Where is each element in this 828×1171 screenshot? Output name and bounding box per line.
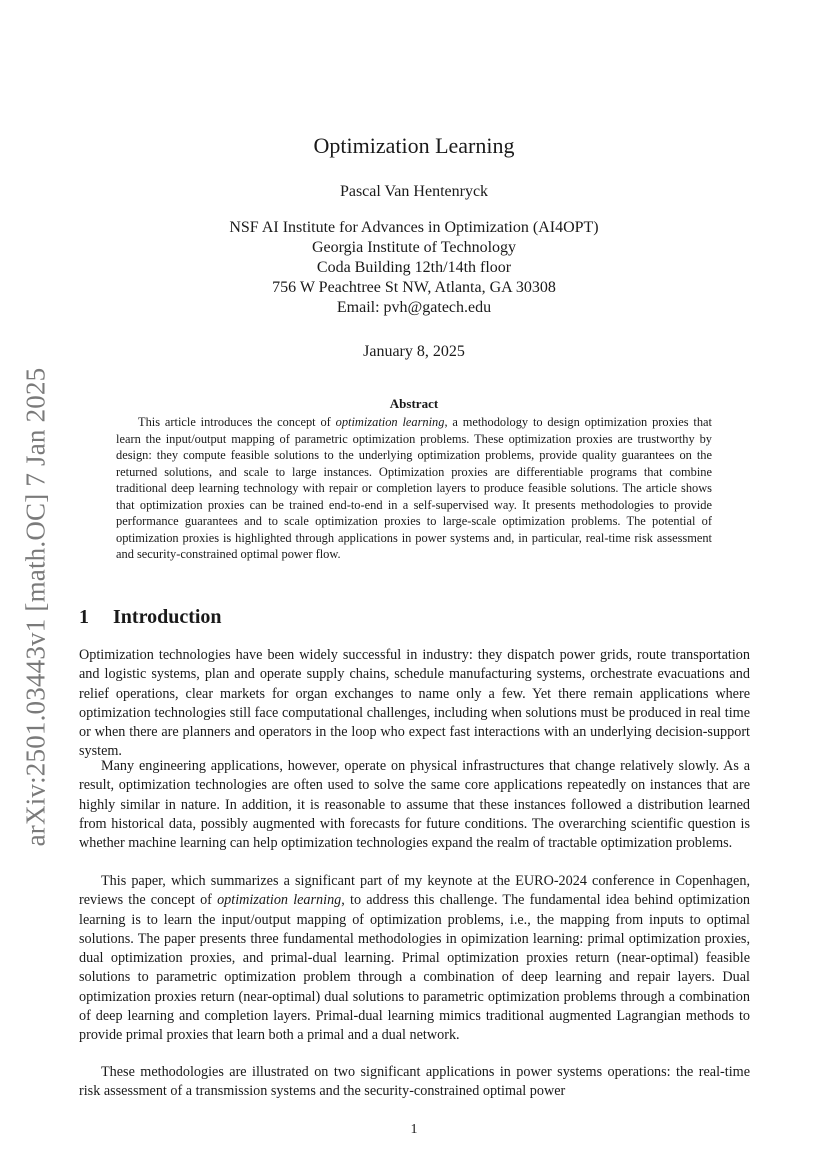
abstract-heading: Abstract: [389, 396, 439, 411]
affiliation-line: Georgia Institute of Technology: [311, 239, 517, 256]
section-title: Introduction: [113, 606, 222, 628]
page-number: 1: [410, 1122, 418, 1137]
intro-paragraph-3: This paper, which summarizes a significant part of my keynote at the EURO-2024 conference in Copenhagen, reviews the concept of optimization learning, to address this challenge. The fundamental idea behind optimization learning is to learn the input/output mapping of optimization problems, i.e., the mapping from inputs to optimal solutions. The paper presents three fundamental methodologies in opimization learning: primal optimization proxies, dual optimization proxies, and primal-dual learning. Primal optimization proxies return (near-optimal) feasible solutions to parametric optimization problem through a combination of deep learning and repair layers. Dual optimization proxies return (near-optimal) dual solutions to parametric optimization problems through a combination of deep learning and completion layers. Primal-dual learning mimics traditional augmented Lagrangian methods to provide primal proxies that learn both a primal and a dual network.: [79, 873, 751, 1044]
author-email: Email: pvh@gatech.edu: [336, 299, 492, 316]
abstract-text: This article introduces the concept of optimization learning, a methodology to design optimization proxies that learn the input/output mapping of parametric optimization problems. These optimization proxies are trustworthy by design: they compute feasible solutions to the underlying optimization problems, provide quality guarantees on the returned solutions, and scale to large instances. Optimization proxies are differentiable programs that combine traditional deep learning technology with repair or completion layers to produce feasible solutions. The article shows that optimization proxies can be trained end-to-end in a self-supervised way. It presents methodologies to provide performance guarantees and to scale optimization proxies to large-scale optimization problems. The potential of optimization proxies is highlighted through applications in power systems and, in particular, real-time risk assessment and security-constrained optimal power flow.: [116, 415, 712, 561]
affiliation-line: 756 W Peachtree St NW, Atlanta, GA 30308: [272, 279, 556, 296]
abstract-emphasis: optimization learning: [335, 415, 445, 429]
intro-paragraph-2: Many engineering applications, however, operate on physical infrastructures that change relatively slowly. As a result, optimization technologies are often used to solve the same core applications repeatedly on instances that are highly similar in nature. In addition, it is reasonable to assume that these instances followed a distribution learned from historical data, possibly augmented with forecasts for future conditions. The overarching scientific question is whether machine learning can help optimization technologies expand the realm of tractable optimization problems.: [79, 758, 750, 852]
affiliation-block: [0, 218, 828, 318]
section-heading: [79, 606, 222, 629]
affiliation-line: NSF AI Institute for Advances in Optimization (AI4OPT): [229, 219, 599, 236]
arxiv-identifier: arXiv:2501.03443v1 [math.OC] 7 Jan 2025: [20, 367, 51, 847]
intro-paragraph-1: Optimization technologies have been widely successful in industry: they dispatch power grids, route transportation and logistic systems, plan and operate supply chains, schedule manufacturing systems, orchestrate evacuations and relief operations, clear markets for organ exchanges to name only a few. Yet there remain applications where optimization technologies still face computational challenges, including when solutions must be produced in real time or when there are planners and operators in the loop who expect fast interactions with an underlying decision-support system.: [79, 647, 750, 760]
intro-paragraph-4: These methodologies are illustrated on two significant applications in power systems operations: the real-time risk assessment of a transmission systems and the security-constrained optimal power: [79, 1064, 750, 1100]
affiliation-line: Coda Building 12th/14th floor: [316, 259, 512, 276]
paper-date: January 8, 2025: [363, 343, 465, 360]
paper-title: Optimization Learning: [313, 133, 515, 158]
paragraph-emphasis: optimization learning: [217, 892, 342, 909]
section-number: 1: [79, 606, 89, 628]
author-name: Pascal Van Hentenryck: [339, 183, 489, 200]
arxiv-sidebar-stamp: [22, 355, 50, 859]
